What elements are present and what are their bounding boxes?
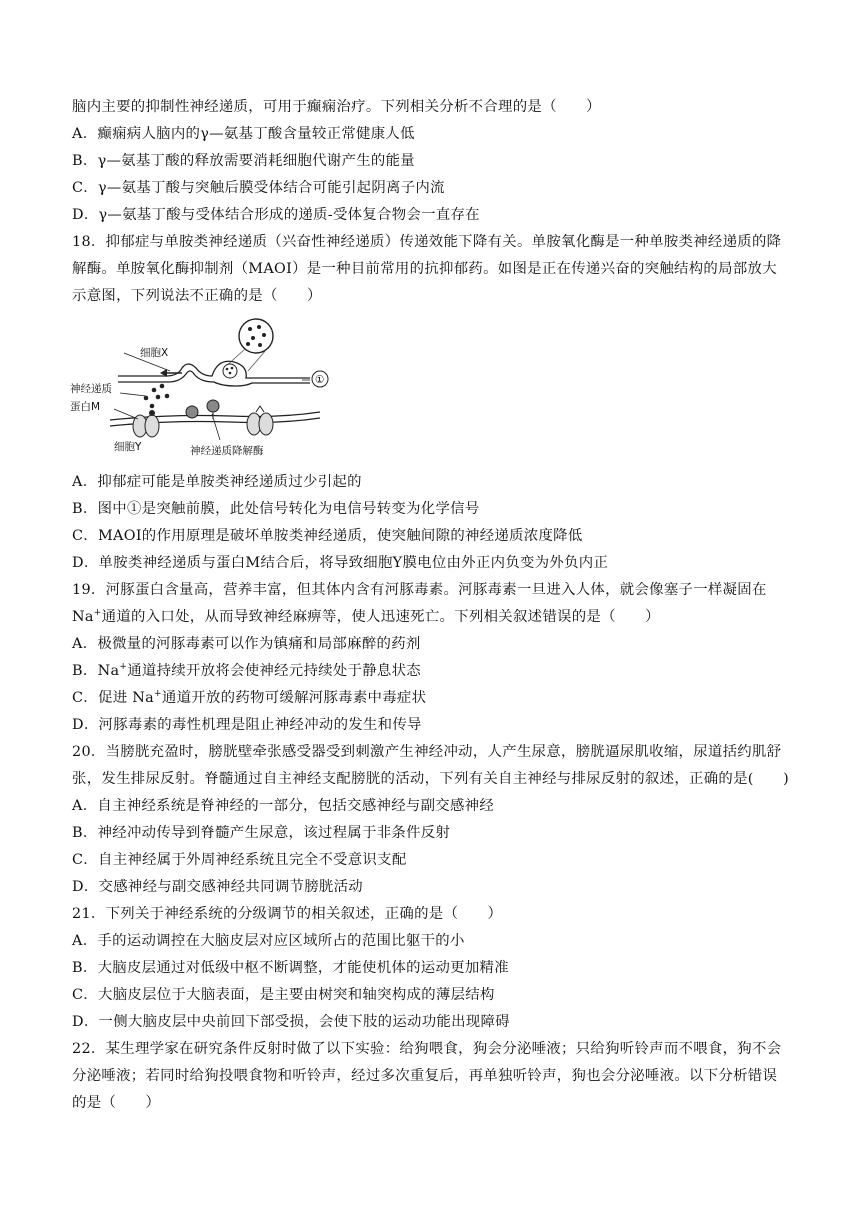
presynaptic-membrane <box>118 361 310 378</box>
q20-option-d: D．交感神经与副交感神经共同调节膀胱活动 <box>72 879 363 895</box>
q17-option-d: D．γ—氨基丁酸与受体结合形成的递质-受体复合物会一直存在 <box>72 207 480 223</box>
q18-option-b: B．图中①是突触前膜，此处信号转化为电信号转变为化学信号 <box>72 501 480 517</box>
q20-stem-line2: 张，发生排尿反射。脊髓通过自主神经支配膀胱的活动，下列有关自主神经与排尿反射的叙述，正确的是( ) <box>72 771 789 787</box>
q20-stem-line1: 20．当膀胱充盈时，膀胱壁牵张感受器受到刺激产生神经冲动，人产生尿意，膀胱逼尿肌收缩，尿道括约肌舒 <box>72 744 782 760</box>
q17-option-c: C．γ—氨基丁酸与突触后膜受体结合可能引起阴离子内流 <box>72 180 445 196</box>
q20-option-c: C．自主神经属于外周神经系统且完全不受意识支配 <box>72 852 407 868</box>
q22-stem-line3: 的是（ ） <box>72 1095 161 1111</box>
label-enzyme: 神经递质降解酶 <box>190 445 264 457</box>
vesicle-circle <box>239 319 273 353</box>
q21-option-a: A．手的运动调控在大脑皮层对应区域所占的范围比躯干的小 <box>72 933 465 949</box>
q18-stem-line1: 18．抑郁症与单胺类神经递质（兴奋性神经递质）传递效能下降有关。单胺氧化酶是一种单胺类神经递质的降 <box>72 234 782 250</box>
q18-stem-line2: 解酶。单胺氧化酶抑制剂（MAOI）是一种目前常用的抗抑郁药。如图是正在传递兴奋的突触结构的局部放大 <box>72 261 777 277</box>
label-cell-y: 细胞Y <box>114 441 142 453</box>
q20-option-b: B．神经冲动传导到脊髓产生尿意，该过程属于非条件反射 <box>72 825 451 841</box>
q18-option-c: C．MAOI的作用原理是破坏单胺类神经递质，使突触间隙的神经递质浓度降低 <box>72 528 583 544</box>
q17-stem: 脑内主要的抑制性神经递质，可用于癫痫治疗。下列相关分析不合理的是（ ） <box>72 99 601 115</box>
q19-option-d: D．河豚毒素的毒性机理是阻止神经冲动的发生和传导 <box>72 717 422 733</box>
q21-option-b: B．大脑皮层通过对低级中枢不断调整，才能使机体的运动更加精准 <box>72 960 509 976</box>
q17-option-a: A．癫痫病人脑内的γ—氨基丁酸含量较正常健康人低 <box>72 126 415 142</box>
q22-stem-line2: 分泌唾液；若同时给狗投喂食物和听铃声，经过多次重复后，再单独听铃声，狗也会分泌唾液。以下分析错误 <box>72 1068 778 1084</box>
q21-option-c: C．大脑皮层位于大脑表面，是主要由树突和轴突构成的薄层结构 <box>72 987 495 1003</box>
q20-option-a: A．自主神经系统是脊神经的一部分，包括交感神经与副交感神经 <box>72 798 495 814</box>
label-marker-1: ① <box>315 374 325 386</box>
q19-stem-line2: Na+通道的入口处，从而导致神经麻痹等，使人迅速死亡。下列相关叙述错误的是（ ） <box>72 608 660 625</box>
q22-stem-line1: 22．某生理学家在研究条件反射时做了以下实验：给狗喂食，狗会分泌唾液；只给狗听铃声而不喂食，狗不会 <box>72 1041 782 1057</box>
q19-option-a: A．极微量的河豚毒素可以作为镇痛和局部麻醉的药剂 <box>72 636 421 652</box>
q21-stem: 21．下列关于神经系统的分级调节的相关叙述，正确的是（ ） <box>72 906 503 922</box>
q19-option-c: C．促进 Na+通道开放的药物可缓解河豚毒素中毒症状 <box>72 689 427 706</box>
label-cell-x: 细胞X <box>140 347 169 359</box>
q19-stem-line1: 19．河豚蛋白含量高，营养丰富，但其体内含有河豚毒素。河豚毒素一旦进入人体，就会像塞子一样凝固在 <box>72 582 767 598</box>
label-transmitter: 神经递质 <box>70 383 112 395</box>
q18-option-a: A．抑郁症可能是单胺类神经递质过少引起的 <box>72 474 362 490</box>
q17-option-b: B．γ—氨基丁酸的释放需要消耗细胞代谢产生的能量 <box>72 153 415 169</box>
q21-option-d: D．一侧大脑皮层中央前回下部受损，会使下肢的运动功能出现障碍 <box>72 1014 510 1030</box>
q19-option-b: B．Na+通道持续开放将会使神经元持续处于静息状态 <box>72 662 422 679</box>
q18-option-d: D．单胺类神经递质与蛋白M结合后，将导致细胞Y膜电位由外正内负变为外负内正 <box>72 555 609 571</box>
q18-stem-line3: 示意图，下列说法不正确的是（ ） <box>72 288 322 304</box>
synapse-diagram <box>70 316 340 462</box>
label-protein-m: 蛋白M <box>70 401 101 413</box>
